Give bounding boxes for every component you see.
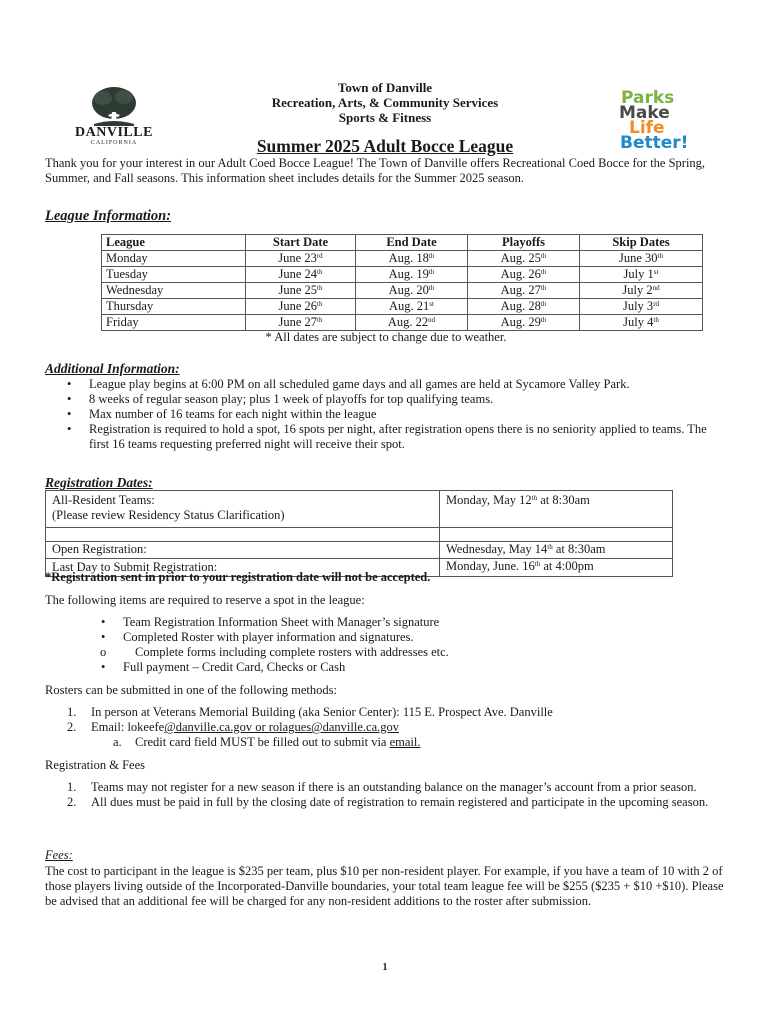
table-row — [46, 542, 672, 559]
reg-label-open: Open Registration: — [46, 542, 440, 558]
table-row — [102, 251, 703, 267]
list-letter: a. — [113, 735, 122, 749]
logo-word-better: Better! — [620, 133, 689, 153]
league-schedule-table — [101, 234, 703, 331]
email-link[interactable]: @danville.ca.gov or rolagues@danville.ca.gov — [164, 720, 399, 734]
bullet-icon: • — [67, 422, 72, 436]
cell-league: Friday — [102, 315, 246, 331]
table-header-row — [102, 235, 703, 251]
bullet-icon: • — [101, 615, 106, 629]
cell-skip: July 4th — [580, 315, 703, 331]
header-department: Recreation, Arts, & Community Services — [271, 95, 499, 110]
list-number: 1. — [67, 780, 77, 794]
bullet-icon: • — [67, 407, 72, 421]
cell-start: June 25th — [246, 283, 356, 299]
cell-skip: July 3rd — [580, 299, 703, 315]
rosters-list — [45, 705, 725, 750]
league-info-heading: League Information: — [45, 208, 172, 224]
list-item: • Registration is required to hold a spot, 16 spots per night, after registration opens there is no seniority applied to teams. The first 16 teams requesting preferred night will receive their spot. — [67, 422, 707, 451]
logo-word-make: Make — [619, 103, 670, 123]
registration-dates-heading: Registration Dates: — [45, 475, 153, 490]
required-items-intro: The following items are required to reserve a spot in the league: — [45, 593, 365, 607]
cell-start: June 26th — [246, 299, 356, 315]
reg-value-last-day: Monday, June. 16th at 4:00pm — [446, 559, 594, 573]
weather-note: * All dates are subject to change due to weather. — [265, 330, 507, 344]
col-league: League — [102, 235, 246, 251]
intro-paragraph: Thank you for your interest in our Adult Coed Bocce League! The Town of Danville offers Recreational Coed Bocce for the Spring, Summer, and Fall seasons. This information sheet includes details for the Summer 2025 season. — [45, 156, 706, 185]
table-row-spacer — [46, 528, 672, 542]
fees-heading: Fees: — [45, 848, 73, 862]
list-item: • Completed Roster with player information and signatures. — [101, 630, 414, 644]
col-playoffs: Playoffs — [468, 235, 580, 251]
registration-fees-list — [45, 780, 725, 810]
page-title: Summer 2025 Adult Bocce League — [256, 136, 514, 156]
list-item: • Max number of 16 teams for each night within the league — [67, 407, 377, 421]
reg-value-open: Wednesday, May 14th at 8:30am — [446, 542, 606, 556]
list-item: • 8 weeks of regular season play; plus 1 week of playoffs for top qualifying teams. — [67, 392, 494, 406]
required-items-list — [45, 615, 725, 675]
reg-value-resident: Monday, May 12th at 8:30am — [446, 493, 590, 507]
reg-label-resident: All-Resident Teams: (Please review Residency Status Clarification) — [46, 491, 440, 527]
bullet-icon: • — [67, 377, 72, 391]
cell-end: Aug. 18th — [356, 251, 468, 267]
email-text-link[interactable]: email. — [389, 735, 421, 749]
danville-logo — [72, 86, 156, 152]
cell-end: Aug. 20th — [356, 283, 468, 299]
list-number: 1. — [67, 705, 77, 719]
list-item: o Complete forms including complete rosters with addresses etc. — [100, 645, 449, 659]
col-end-date: End Date — [356, 235, 468, 251]
list-item: • Full payment – Credit Card, Checks or Cash — [101, 660, 346, 674]
list-number: 2. — [67, 720, 77, 734]
cell-league: Monday — [102, 251, 246, 267]
col-start-date: Start Date — [246, 235, 356, 251]
registration-warning: *Registration sent in prior to your registration date will not be accepted. — [45, 570, 431, 584]
logo-wordmark: DANVILLE — [75, 125, 153, 140]
registration-dates-table — [45, 490, 673, 577]
table-row — [46, 491, 672, 528]
list-number: 2. — [67, 795, 77, 809]
table-row — [102, 283, 703, 299]
header-block — [200, 80, 570, 125]
cell-end: Aug. 22nd — [356, 315, 468, 331]
cell-playoffs: Aug. 25th — [468, 251, 580, 267]
additional-info-heading: Additional Information: — [45, 361, 180, 376]
cell-league: Wednesday — [102, 283, 246, 299]
list-item: 2. All dues must be paid in full by the closing date of registration to remain registered and participate in the upcoming season. — [67, 795, 709, 809]
list-item: • League play begins at 6:00 PM on all scheduled game days and all games are held at Sycamore Valley Park. — [67, 377, 630, 391]
additional-info-list — [45, 377, 720, 452]
cell-skip: July 1st — [580, 267, 703, 283]
registration-fees-heading: Registration & Fees — [45, 758, 145, 772]
cell-start: June 27th — [246, 315, 356, 331]
table-row — [102, 299, 703, 315]
list-item: a. Credit card field MUST be filled out to submit via email. — [113, 735, 421, 749]
list-item: 1. Teams may not register for a new season if there is an outstanding balance on the manager’s account from a prior season. — [67, 780, 697, 794]
cell-end: Aug. 21st — [356, 299, 468, 315]
cell-playoffs: Aug. 28th — [468, 299, 580, 315]
rosters-intro: Rosters can be submitted in one of the following methods: — [45, 683, 337, 697]
cell-playoffs: Aug. 27th — [468, 283, 580, 299]
bullet-icon: • — [101, 630, 106, 644]
logo-word-parks: Parks — [621, 88, 675, 108]
list-item: 2. Email: lokeefe@danville.ca.gov or rolagues@danville.ca.gov — [67, 720, 399, 734]
table-row — [102, 267, 703, 283]
cell-start: June 24th — [246, 267, 356, 283]
bullet-icon: • — [67, 392, 72, 406]
cell-skip: July 2nd — [580, 283, 703, 299]
table-row — [102, 315, 703, 331]
list-item: • Team Registration Information Sheet with Manager’s signature — [101, 615, 440, 629]
logo-word-life: Life — [629, 118, 665, 138]
fees-paragraph: The cost to participant in the league is $235 per team, plus $10 per non-resident player. For example, if you have a team of 10 with 2 of those players living outside of the Incorporated-Danville boundaries, your total team league fee will be $255 ($235 + $10 +$10). Please be advised that an additional fee will be charged for any non-resident additions to the roster after submission. — [45, 864, 724, 908]
logo-state: CALIFORNIA — [90, 140, 138, 146]
cell-league: Tuesday — [102, 267, 246, 283]
cell-playoffs: Aug. 29th — [468, 315, 580, 331]
cell-start: June 23rd — [246, 251, 356, 267]
col-skip-dates: Skip Dates — [580, 235, 703, 251]
sub-bullet-icon: o — [100, 645, 107, 659]
cell-league: Thursday — [102, 299, 246, 315]
cell-end: Aug. 19th — [356, 267, 468, 283]
reg-label-last-day: Last Day to Submit Registration: — [46, 559, 440, 576]
list-item: 1. In person at Veterans Memorial Building (aka Senior Center): 115 E. Prospect Ave. Danville — [67, 705, 553, 719]
cell-playoffs: Aug. 26th — [468, 267, 580, 283]
bullet-icon: • — [101, 660, 106, 674]
parks-make-life-better-logo — [615, 88, 701, 152]
cell-skip: June 30th — [580, 251, 703, 267]
header-town: Town of Danville — [337, 80, 433, 95]
page-number: 1 — [382, 962, 388, 973]
header-division: Sports & Fitness — [338, 110, 432, 125]
